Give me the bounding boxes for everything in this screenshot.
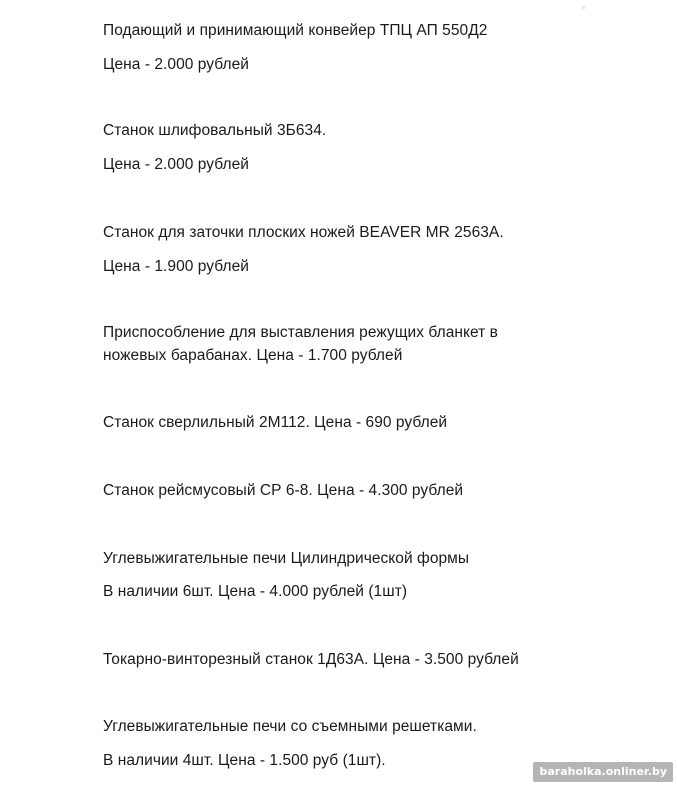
item-9-availability: В наличии 4шт. Цена - 1.500 руб (1шт). (103, 752, 386, 769)
item-7-name: Углевыжигательные печи Цилиндрической формы (103, 550, 470, 567)
item-8-text: Токарно-винторезный станок 1Д63А. Цена - 3.500 рублей (103, 651, 519, 668)
item-3-name: Станок для заточки плоских ножей BEAVER MR 2563A. (103, 224, 504, 241)
item-1-price: Цена - 2.000 рублей (103, 56, 249, 73)
item-2-price: Цена - 2.000 рублей (103, 156, 249, 173)
item-5-text: Станок сверлильный 2М112. Цена - 690 рублей (103, 414, 448, 431)
item-7-availability: В наличии 6шт. Цена - 4.000 рублей (1шт) (103, 583, 408, 600)
item-4-name-line1: Приспособление для выставления режущих бланкет в (103, 324, 498, 341)
item-9-name: Углевыжигательные печи со съемными решетками. (103, 718, 477, 735)
corner-artifact (582, 6, 585, 9)
item-3-price: Цена - 1.900 рублей (103, 258, 249, 275)
item-4-name-line2: ножевых барабанах. Цена - 1.700 рублей (103, 347, 403, 364)
item-2-name: Станок шлифовальный 3Б634. (103, 122, 327, 139)
item-6-text: Станок рейсмусовый СР 6-8. Цена - 4.300 рублей (103, 482, 464, 499)
watermark-label: baraholka.onliner.by (533, 762, 673, 782)
item-1-name: Подающий и принимающий конвейер ТПЦ АП 550Д2 (103, 22, 488, 39)
